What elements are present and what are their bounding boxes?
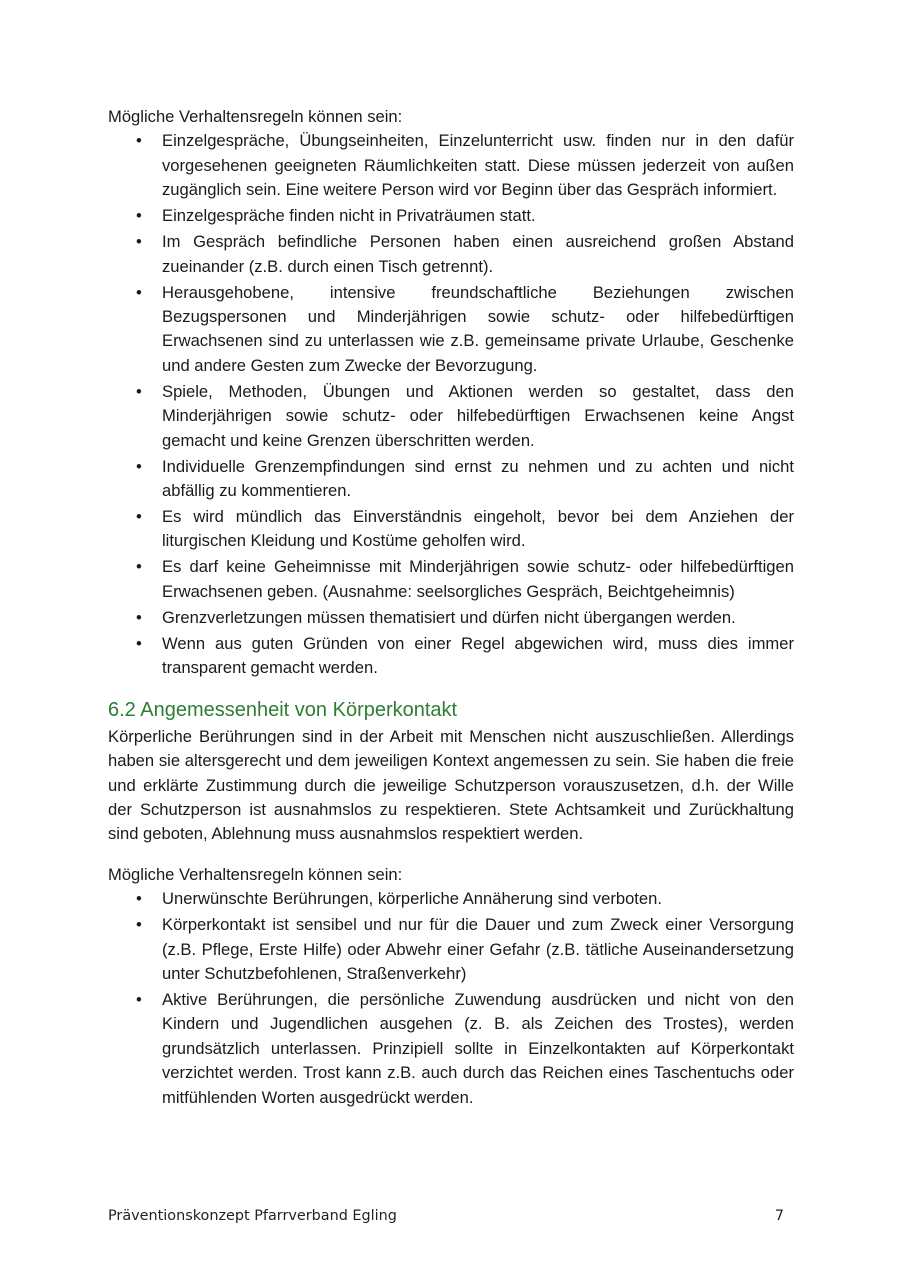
list-item: • Individuelle Grenzempfindungen sind ernst zu nehmen und zu achten und nicht abfällig zu kommentieren. [136,456,794,501]
bullet-icon: • [136,131,142,151]
list-item: • Spiele, Methoden, Übungen und Aktionen werden so gestaltet, dass den Minderjährigen sowie schutz- oder hilfebedürftigen Erwachsenen keine Angst gemacht und keine Grenzen überschritten werden. [136,381,794,450]
list-item: • Herausgehobene, intensive freundschaftliche Beziehungen zwischen Bezugspersonen und Minderjährigen sowie schutz- oder hilfebedürftigen Erwachsenen sind zu unterlassen wie z.B. gemeinsame private Urlaube, Geschenke und andere Gesten zum Zwecke der Bevorzugung. [136,282,794,375]
bullet-icon: • [136,607,142,627]
bullet-icon: • [136,507,142,527]
bullet-icon: • [136,915,142,935]
bullet-icon: • [136,381,142,401]
bullet-icon: • [136,456,142,476]
list-item: • Aktive Berührungen, die persönliche Zuwendung ausdrücken und nicht von den Kindern und Jugendlichen ausgehen (z. B. als Zeichen des Trostes), werden grundsätzlich unterlassen. Prinzipiell sollte in Einzelkontakten auf Körperkontakt verzichtet werden. Trost kann z.B. auch durch das Reichen eines Taschentuchs oder mitfühlenden Worten ausgedrückt werden. [136,989,794,1107]
section1-rule-list [108,129,794,680]
list-item: • Es darf keine Geheimnisse mit Minderjährigen sowie schutz- oder hilfebedürftigen Erwachsenen geben. (Ausnahme: seelsorgliches Gespräch, Beichtgeheimnis) [136,557,794,601]
bullet-icon: • [136,206,142,226]
page-number: 7 [774,1208,784,1224]
section2-intro: Mögliche Verhaltensregeln können sein: [108,864,403,884]
list-item: • Unerwünschte Berührungen, körperliche Annäherung sind verboten. [108,887,794,911]
section2-rule-list [108,887,794,1110]
section-heading: 6.2 Angemessenheit von Körperkontakt [108,698,458,721]
bullet-icon: • [136,889,142,909]
section2-paragraph: Körperliche Berührungen sind in der Arbeit mit Menschen nicht auszuschließen. Allerdings haben sie altersgerecht und dem jeweiligen Kontext angemessen zu sein. Sie haben die freie und erklärte Zustimmung durch die jeweilige Schutzperson vorauszusetzen, d.h. der Wille der Schutzperson ist ausnahmslos zu respektieren. Stete Achtsamkeit und Zurückhaltung sind geboten, Ablehnung muss ausnahmslos respektiert werden. [108,726,794,844]
section1-intro: Mögliche Verhaltensregeln können sein: [108,107,403,126]
bullet-icon: • [136,633,142,653]
list-item: • Es wird mündlich das Einverständnis eingeholt, bevor bei dem Anziehen der liturgischen Kleidung und Kostüme geholfen wird. [136,507,794,551]
list-item: • Grenzverletzungen müssen thematisiert und dürfen nicht übergangen werden. [108,606,794,630]
list-item: • Wenn aus guten Gründen von einer Regel abgewichen wird, muss dies immer transparent gemacht werden. [136,633,794,678]
document-page [108,105,794,1112]
paragraph-spacer [108,847,794,863]
list-item: • Im Gespräch befindliche Personen haben einen ausreichend großen Abstand zueinander (z.B. durch einen Tisch getrennt). [136,232,794,276]
bullet-icon: • [136,232,142,252]
list-item: • Einzelgespräche, Übungseinheiten, Einzelunterricht usw. finden nur in den dafür vorgesehenen geeigneten Räumlichkeiten statt. Diese müssen jederzeit von außen zugänglich sein. Eine weitere Person wird vor Beginn über das Gespräch informiert. [136,131,794,200]
list-item: • Einzelgespräche finden nicht in Privaträumen statt. [108,204,794,228]
list-item: • Körperkontakt ist sensibel und nur für die Dauer und zum Zweck einer Versorgung (z.B. Pflege, Erste Hilfe) oder Abwehr einer Gefahr (z.B. tätliche Auseinandersetzung unter Schutzbefohlenen, Straßenverkehr) [136,915,794,983]
bullet-icon: • [136,557,142,577]
footer-title: Präventionskonzept Pfarrverband Egling [108,1208,397,1224]
page-footer [108,1208,784,1224]
bullet-icon: • [136,282,142,302]
bullet-icon: • [136,989,142,1009]
